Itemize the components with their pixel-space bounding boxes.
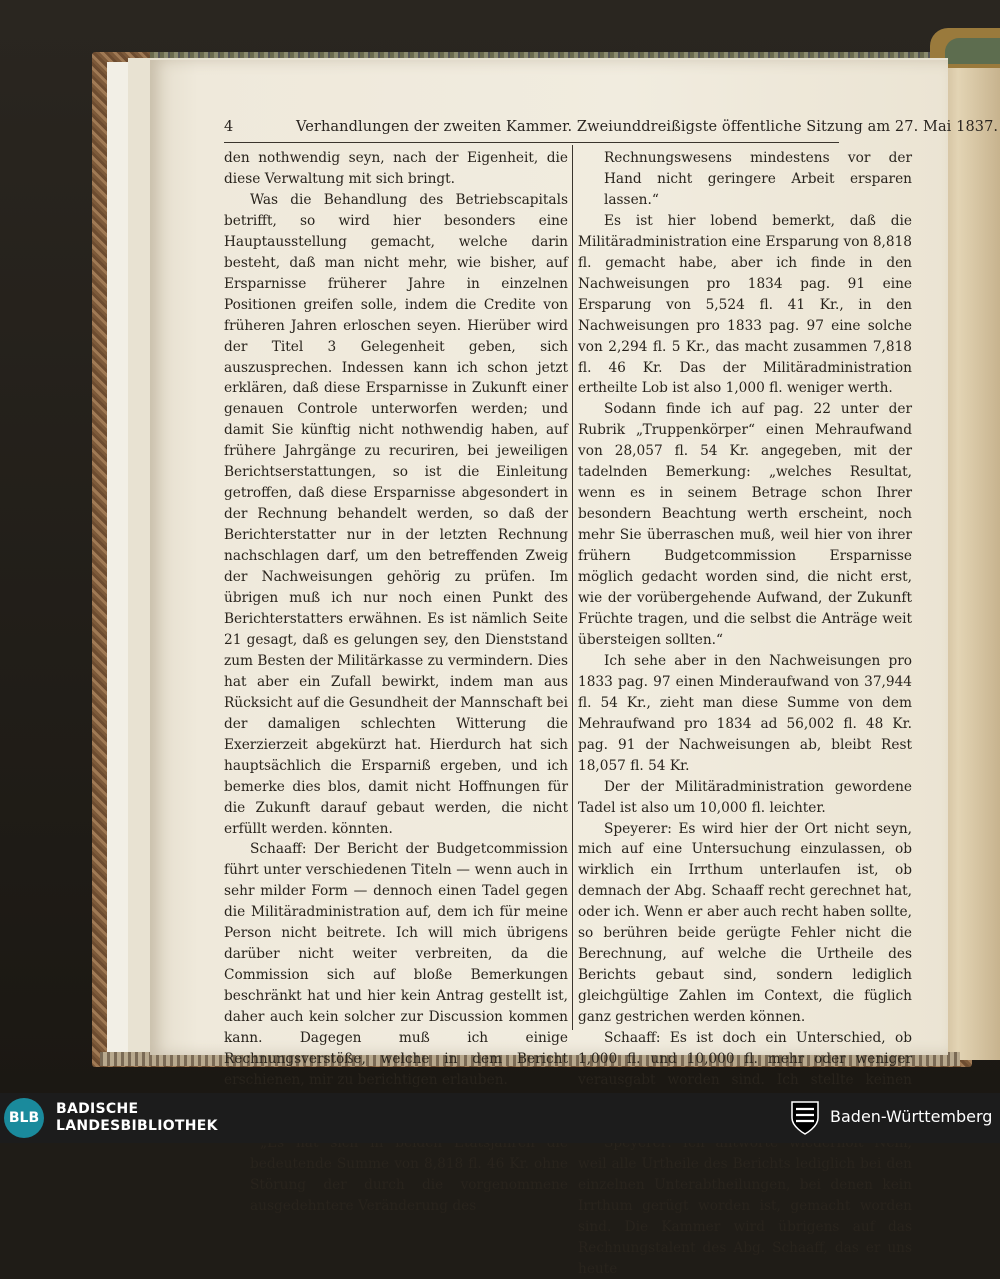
paragraph: Es ist hier lobend bemerkt, daß die Militäradministration eine Ersparung von 8,818 fl. gemacht habe, aber ich finde in den Nachweisungen pro 1834 pag. 91 eine Ersparung von 5,524 fl. 41 Kr., in den Nachweisungen pro 1833 pag. 97 eine solche von 2,294 fl. 5 Kr., das macht zusammen 7,818 fl. 46 Kr. Das der Militäradministration ertheilte Lob ist also 1,000 fl. weniger werth.	[578, 212, 912, 397]
paragraph: Was die Behandlung des Betriebscapitals betrifft, so wird hier besonders eine Hauptausstellung gemacht, welche darin besteht, daß man nicht mehr, wie bisher, auf Ersparnisse früherer Jahre in einzelnen Positionen greifen solle, indem die Credite von früheren Jahren erloschen seyen. Hierüber wird der Titel 3 Gelegenheit geben, sich auszusprechen. Indessen kann ich schon jetzt erklären, daß diese Ersparnisse in Zukunft einer genauen Controle unterworfen werden; und damit Sie künftig nicht nothwendig haben, auf frühere Jahrgänge zu recuriren, bei jeweiligen Berichtserstattungen, so ist die Einleitung getroffen, daß diese Ersparnisse abgesondert in der Rechnung behandelt werden, so daß der Berichterstatter nur in der letzten Rechnung nachschlagen darf, um den betreffenden Zweig der Nachweisungen gehörig zu prüfen. Im übrigen muß ich nur noch einen Punkt des Berichterstatters erwähnen. Es ist nämlich Seite 21 gesagt, daß es gelungen sey, den Dienststand zum Besten der Militärkasse zu vermindern. Dies hat aber ein Zufall bewirkt, indem man aus Rücksicht auf die Gesundheit der Mannschaft bei der damaligen schlechten Witterung die Exerzierzeit abgekürzt hat. Hierdurch hat sich hauptsächlich die Ersparniß ergeben, und ich bemerke dies blos, damit nicht Hoffnungen für die Zukunft darauf gebaut werden, die nicht erfüllt werden. könnten.	[224, 191, 568, 837]
coat-of-arms-icon	[790, 1100, 820, 1136]
quote-continuation: Rechnungswesens mindestens vor der Hand nicht geringere Arbeit ersparen lassen.“	[604, 150, 912, 208]
paragraph: Speyerer: Es wird hier der Ort nicht seyn, mich auf eine Untersuchung einzulassen, ob wirklich ein Irrthum unterlaufen ist, ob demnach der Abg. Schaaff recht gerechnet hat, oder ich. Wenn er aber auch recht haben sollte, so berühren beide gerügte Fehler nicht die Berechnung, auf welche die Urtheile des Berichts gebaut sind, sondern lediglich gleichgültige Zahlen im Context, die füglich ganz gestrichen werden können.	[578, 820, 912, 1026]
page-number: 4	[224, 119, 234, 135]
column-divider	[572, 145, 573, 1030]
paragraph: Schaaff: Es ist doch ein Unterschied, ob 1,000 fl. und 10,000 fl. mehr oder weniger verausgabt worden sind. Ich stellte keinen	[578, 1030, 912, 1088]
viewer-footer-bar	[0, 1093, 1000, 1143]
left-column	[224, 148, 568, 1217]
paragraph: den nothwendig seyn, nach der Eigenheit, die diese Verwaltung mit sich bringt.	[224, 150, 568, 187]
paragraph: Der der Militäradministration gewordene Tadel ist also um 10,000 fl. leichter.	[578, 778, 912, 816]
state-name[interactable]: Baden-Württemberg	[830, 1107, 993, 1126]
header-rule	[224, 142, 839, 143]
book-spine-label	[945, 38, 1000, 64]
library-name-line2: LANDESBIBLIOTHEK	[56, 1118, 218, 1134]
quote-paragraph: bedeutende Summe von 8,818 fl. 46 Kr. ohne Störung der durch die vorgenommene ausgedehntere Veränderung des	[250, 1155, 568, 1214]
running-head: Verhandlungen der zweiten Kammer. Zweiunddreißigste öffentliche Sitzung am 27. Mai 1837.	[296, 119, 999, 135]
paragraph: Sodann finde ich auf pag. 22 unter der Rubrik „Truppenkörper“ einen Mehraufwand von 28,057 fl. 54 Kr. angegeben, mit der tadelnden Bemerkung: „welches Resultat, wenn es in seinem Betrage schon Ihrer besondern Beachtung werth erscheint, noch mehr Sie überraschen muß, weil hier von ihrer frühern Budgetcommission Ersparnisse möglich gedacht worden sind, die nicht erst, wie der vorübergehende Aufwand, der Zukunft Früchte tragen, und die selbst die Anträge weit übersteigen sollten.“	[578, 401, 912, 648]
book-back-edge	[940, 60, 1000, 1060]
blb-logo[interactable]: BLB	[4, 1098, 44, 1138]
paragraph: weil alle Urtheile des Berichts lediglich bei den einzelnen Unterabtheilungen, bei denen kein Irrthum gerügt worden ist, gemacht worden sind. Die Kammer wird übrigens auf das Rechnungstalent des Abg. Schaaff, das er uns heute	[578, 1155, 912, 1277]
library-name-line1: BADISCHE	[56, 1101, 139, 1117]
library-name[interactable]	[56, 1101, 218, 1135]
page-header	[224, 117, 999, 141]
paragraph: Schaaff: Der Bericht der Budgetcommission führt unter verschiedenen Titeln — wenn auch in sehr milder Form — dennoch einen Tadel gegen die Militäradministration auf, dem ich für meine Person nicht beitrete. Ich will mich übrigens darüber nicht weiter verbreiten, da die Commission sich auf bloße Bemerkungen beschränkt hat und hier kein Antrag gestellt ist, daher auch kein solcher zur Discussion kommen kann. Dagegen muß ich einige Rechnungsverstöße, welche in dem Bericht erschienen, mir zu berichtigen erlauben.	[224, 841, 568, 1088]
paragraph: Ich sehe aber in den Nachweisungen pro 1833 pag. 97 einen Minderaufwand von 37,944 fl. 54 Kr., zieht man diese Summe von dem Mehraufwand pro 1834 ad 56,002 fl. 48 Kr. pag. 91 der Nachweisungen ab, bleibt Rest 18,057 fl. 54 Kr.	[578, 652, 912, 774]
